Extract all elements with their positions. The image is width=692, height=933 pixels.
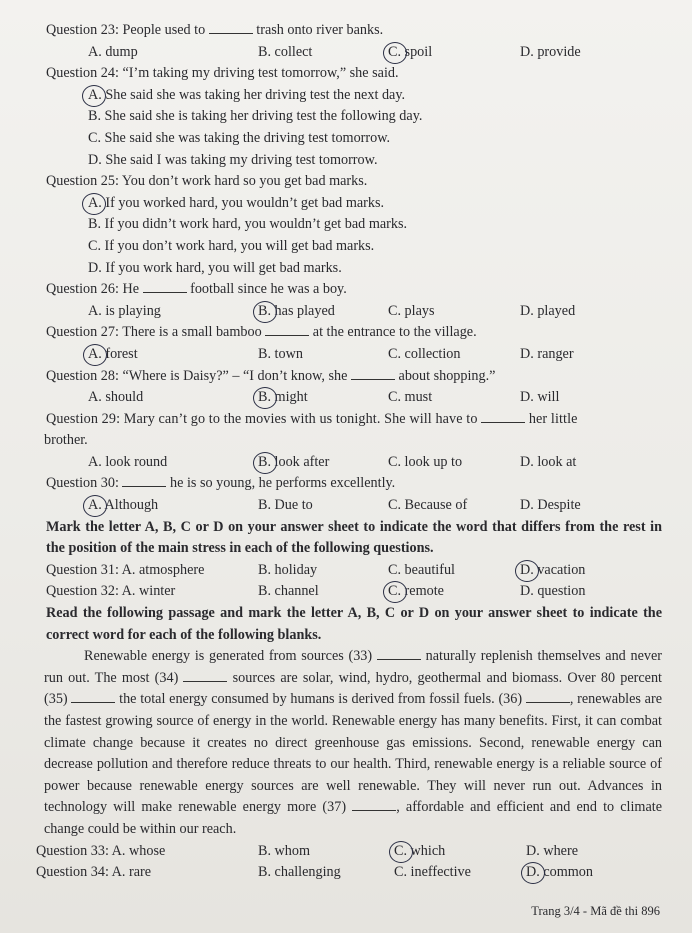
answer-blank-34 — [183, 669, 227, 682]
page-footer: Trang 3/4 - Mã đề thi 896 — [531, 904, 660, 919]
question-24: Question 24: “I’m taking my driving test tomorrow,” she said. — [46, 65, 399, 82]
answer-blank-33 — [377, 647, 421, 660]
answer-circle-mark — [82, 193, 106, 215]
option-d: D. ranger — [520, 345, 574, 362]
q26-options — [46, 301, 662, 323]
question-34 — [36, 862, 662, 884]
option-a-circled: A. forest — [88, 344, 258, 366]
q33-option-a: Question 33: A. whose — [36, 842, 166, 859]
answer-blank — [481, 410, 525, 423]
question-27: Question 27: There is a small bamboo at the entrance to the village. — [46, 324, 477, 341]
answer-blank — [143, 280, 187, 293]
option-d: D. provide — [520, 43, 581, 60]
option-b-circled: B. has played — [258, 301, 388, 323]
option-c-circled: C. spoil — [388, 42, 520, 64]
option-b-circled: B. look after — [258, 452, 388, 474]
answer-blank-36 — [526, 690, 570, 703]
question-28: Question 28: “Where is Daisy?” – “I don’t know, she about shopping.” — [46, 367, 496, 384]
option-c-circled: C. which — [394, 841, 526, 863]
option-b: B. holiday — [258, 561, 318, 578]
answer-blank-35 — [71, 690, 115, 703]
answer-circle-mark — [383, 42, 407, 64]
answer-circle-mark — [253, 452, 277, 474]
stress-instruction: Mark the letter A, B, C or D on your answer sheet to indicate the word that differs from the rest in the position of the main stress in each of the following questions. — [46, 518, 662, 557]
option-d: D. played — [520, 302, 576, 319]
q25-option-c: C. If you don’t work hard, you will get bad marks. — [88, 237, 375, 254]
option-c: C. collection — [388, 345, 461, 362]
option-a: A. is playing — [88, 302, 161, 319]
option-b: B. collect — [258, 43, 313, 60]
option-c: C. ineffective — [394, 864, 471, 881]
reading-passage: Renewable energy is generated from sources (33) naturally replenish themselves and never run out. The most (34) sources are solar, wind, hydro, geothermal and biomass. Over 80 percent (35) the total energy consumed by humans is derived from fossil fuels. (36) , renewables are the fastest growing source of energy in the world. Renewable energy has many benefits. First, it can combat climate change because it creates no direct greenhouse gas emissions. Second, renewable energy can decrease pollution and therefore reduce threats to our health. Third, renewable energy is a reliable source of power because renewable energy sources are well renewable. They will never run out. Advances in technology will make renewable energy more (37) , affordable and efficient and end to climate change could be within our reach. — [44, 648, 663, 837]
option-b: B. channel — [258, 583, 319, 600]
q31-option-a: Question 31: A. atmosphere — [46, 561, 205, 578]
option-d: D. question — [520, 583, 586, 600]
q24-option-c: C. She said she was taking the driving test tomorrow. — [88, 129, 391, 146]
question-25: Question 25: You don’t work hard so you get bad marks. — [46, 173, 368, 190]
option-d: D. look at — [520, 453, 577, 470]
answer-circle-mark — [83, 344, 107, 366]
option-d-circled: D. common — [526, 862, 593, 884]
option-b: B. challenging — [258, 864, 341, 881]
answer-blank-37 — [352, 798, 396, 811]
option-c: C. beautiful — [388, 561, 455, 578]
q28-options — [46, 387, 662, 409]
q24-option-b: B. She said she is taking her driving test the following day. — [88, 108, 423, 125]
answer-blank — [122, 474, 166, 487]
option-c-circled: C. remote — [388, 581, 520, 603]
reading-instruction: Read the following passage and mark the letter A, B, C or D on your answer sheet to indicate the correct word for each of the following blanks. — [46, 605, 662, 643]
answer-circle-mark — [515, 560, 539, 582]
q25-option-d: D. If you work hard, you will get bad marks. — [88, 259, 342, 276]
option-b-circled: B. might — [258, 387, 388, 409]
answer-blank — [265, 323, 309, 336]
q34-option-a: Question 34: A. rare — [36, 864, 152, 881]
answer-circle-mark — [389, 841, 413, 863]
question-29: Question 29: Mary can’t go to the movies with us tonight. She will have to her little — [46, 410, 578, 427]
q23-options — [46, 42, 662, 64]
question-33 — [36, 841, 662, 863]
answer-blank — [351, 367, 395, 380]
q30-options — [46, 495, 662, 517]
q25-option-a: A. If you worked hard, you wouldn’t get bad marks. — [46, 193, 662, 215]
option-c: C. look up to — [388, 453, 463, 470]
answer-circle-mark — [83, 495, 107, 517]
option-a: A. look round — [88, 453, 168, 470]
q32-option-a: Question 32: A. winter — [46, 583, 176, 600]
option-d: D. where — [526, 842, 578, 859]
question-31 — [46, 560, 662, 582]
option-a: A. dump — [88, 43, 138, 60]
question-32 — [46, 581, 662, 603]
option-d: D. will — [520, 389, 560, 406]
option-b: B. whom — [258, 842, 311, 859]
q24-option-a: A. She said she was taking her driving test the next day. — [46, 85, 662, 107]
q29-options — [46, 452, 662, 474]
option-b: B. town — [258, 345, 303, 362]
q24-option-d: D. She said I was taking my driving test tomorrow. — [88, 151, 378, 168]
answer-blank — [209, 21, 253, 34]
option-b: B. Due to — [258, 497, 313, 514]
option-d-circled: D. vacation — [520, 560, 585, 582]
answer-circle-mark — [521, 862, 545, 884]
answer-circle-mark — [383, 581, 407, 603]
question-30: Question 30: he is so young, he performs excellently. — [46, 475, 396, 492]
option-c: C. must — [388, 389, 433, 406]
q27-options — [46, 344, 662, 366]
answer-circle-mark — [253, 301, 277, 323]
answer-circle-mark — [82, 85, 106, 107]
question-29-continued: brother. — [44, 432, 88, 449]
question-26: Question 26: He football since he was a boy. — [46, 281, 347, 298]
option-c: C. Because of — [388, 497, 468, 514]
question-23: Question 23: People used to trash onto river banks. — [46, 22, 384, 38]
option-d: D. Despite — [520, 497, 581, 514]
option-a: A. should — [88, 389, 144, 406]
answer-circle-mark — [253, 387, 277, 409]
option-a-circled: A. Although — [88, 495, 258, 517]
q25-option-b: B. If you didn’t work hard, you wouldn’t get bad marks. — [88, 216, 408, 233]
option-c: C. plays — [388, 302, 435, 319]
